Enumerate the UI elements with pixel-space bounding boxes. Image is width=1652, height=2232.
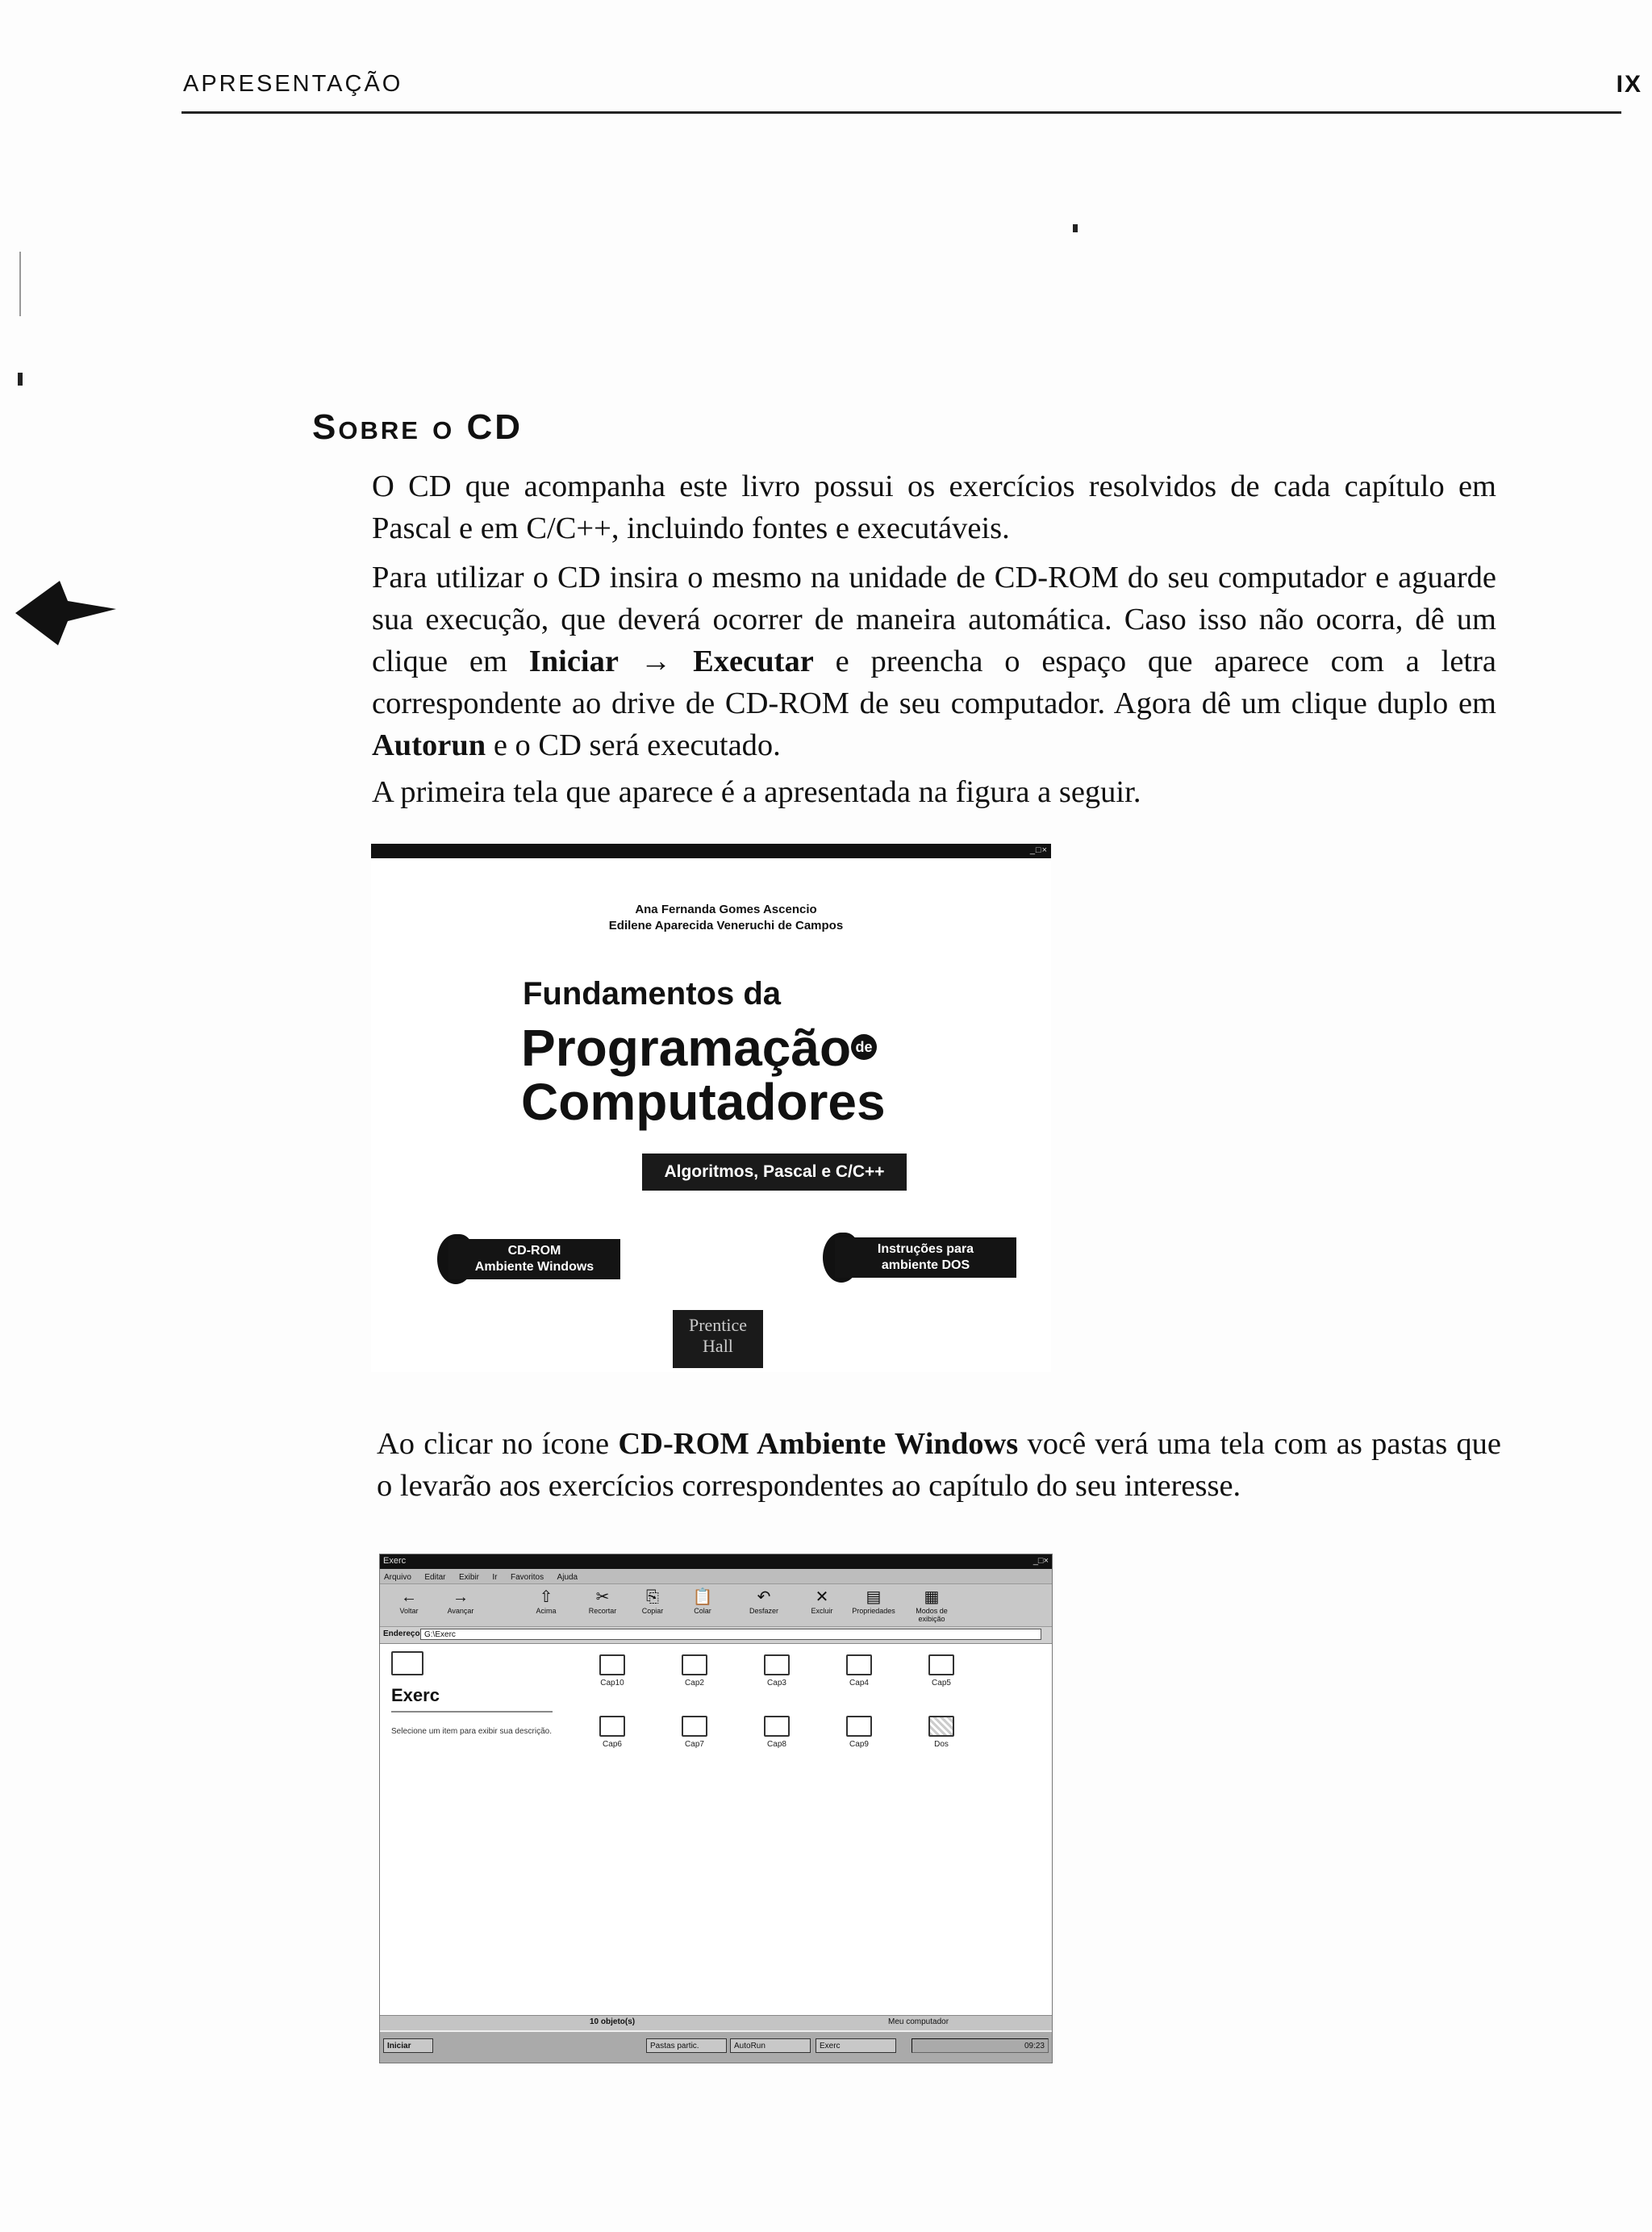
forward-button[interactable] (438, 1587, 483, 1615)
term-iniciar: Iniciar (528, 645, 619, 678)
paragraph-3 (312, 771, 1496, 813)
up-button[interactable] (524, 1587, 569, 1615)
folder-icon (846, 1716, 872, 1737)
folder-label: Cap6 (603, 1740, 622, 1749)
book-title-de-badge: de (851, 1034, 877, 1060)
properties-button[interactable] (851, 1587, 896, 1615)
term-cdrom-ambiente-windows: CD-ROM Ambiente Windows (618, 1427, 1019, 1461)
delete-icon: ✕ (815, 1588, 829, 1606)
address-bar (380, 1627, 1052, 1644)
address-label: Endereço (383, 1629, 420, 1638)
menu-ir[interactable]: Ir (492, 1573, 498, 1582)
copy-button[interactable] (630, 1587, 675, 1615)
arrow-text: → (618, 645, 694, 678)
folder-item-cap4[interactable] (835, 1654, 883, 1688)
folder-icon (682, 1716, 707, 1737)
running-header (181, 71, 1642, 114)
scissors-icon: ✂ (595, 1588, 610, 1606)
menu-favoritos[interactable]: Favoritos (510, 1573, 544, 1582)
book-title-programacao: Programação (521, 1019, 852, 1077)
term-autorun: Autorun (372, 728, 486, 762)
paragraph-1 (312, 465, 1496, 549)
paragraph-4-text (317, 1423, 1501, 1507)
status-object-count: 10 objeto(s) (590, 2017, 636, 2026)
folder-label: Cap9 (849, 1740, 869, 1749)
up-folder-icon: ⇧ (539, 1588, 553, 1606)
up-button-label: Acima (536, 1607, 557, 1615)
book-title-line-3: Computadores (521, 1073, 886, 1131)
folder-icon (682, 1654, 707, 1675)
paste-icon: 📋 (692, 1588, 713, 1606)
book-title-line-2 (521, 1018, 877, 1078)
folder-icon (846, 1654, 872, 1675)
system-tray (912, 2038, 1049, 2053)
section-title: Sobre o CD (312, 407, 524, 447)
folder-label: Cap7 (685, 1740, 704, 1749)
copy-icon: ⎘ (646, 1588, 659, 1606)
folder-icon (764, 1716, 790, 1737)
folder-item-cap7[interactable] (670, 1716, 719, 1749)
paragraph-2 (312, 557, 1496, 766)
delete-button-label: Excluir (811, 1607, 833, 1615)
pane-divider (391, 1711, 553, 1713)
folder-label: Cap10 (600, 1679, 624, 1688)
taskbar-item-pastas[interactable]: Pastas partic. (646, 2038, 727, 2053)
paragraph-2-part: Para utilizar o CD insira o mesmo na unidade de CD-ROM do seu computador e aguarde sua execução, que deverá ocorrer de maneira automática. Caso isso não ocorra, dê um clique em (372, 561, 1496, 678)
file-item-dos[interactable] (917, 1716, 966, 1749)
folder-item-cap8[interactable] (753, 1716, 801, 1749)
splash-titlebar (371, 844, 1051, 858)
margin-speck (1073, 224, 1078, 232)
undo-button-label: Desfazer (749, 1607, 778, 1615)
properties-button-label: Propriedades (852, 1607, 895, 1615)
clock: 09:23 (1024, 2042, 1045, 2051)
window-control-icons[interactable]: _□× (1032, 1556, 1049, 1566)
folder-item-cap9[interactable] (835, 1716, 883, 1749)
book-title-line-1: Fundamentos da (523, 976, 782, 1012)
author-1: Ana Fernanda Gomes Ascencio (635, 903, 817, 916)
forward-button-label: Avançar (447, 1607, 474, 1615)
folder-item-cap10[interactable] (588, 1654, 636, 1688)
paragraph-2-text (312, 557, 1496, 766)
paragraph-4-part: você verá uma tela com as pastas que o levarão aos exercícios correspondentes ao capítulo do seu interesse. (377, 1427, 1502, 1503)
splash-screen-figure (371, 844, 1051, 1372)
cdrom-button-label-1: CD-ROM (507, 1244, 561, 1258)
folder-icon (764, 1654, 790, 1675)
publisher-line-2: Hall (703, 1336, 733, 1356)
delete-button[interactable] (799, 1587, 845, 1615)
cut-button-label: Recortar (588, 1607, 617, 1615)
paragraph-3-text: A primeira tela que aparece é a apresentada na figura a seguir. (372, 775, 1141, 809)
dos-button-label-1: Instruções para (877, 1242, 974, 1256)
explorer-window-title: Exerc (383, 1556, 407, 1566)
folder-icon (599, 1654, 625, 1675)
folder-icon (391, 1651, 423, 1675)
running-header-title: APRESENTAÇÃO (183, 71, 403, 97)
book-subtitle-banner: Algoritmos, Pascal e C/C++ (642, 1154, 907, 1191)
folder-label: Cap8 (767, 1740, 786, 1749)
status-bar (380, 2015, 1052, 2030)
forward-arrow-icon: → (453, 1588, 469, 1606)
undo-button[interactable] (741, 1587, 786, 1615)
folder-icon (599, 1716, 625, 1737)
web-view-pane (380, 1645, 574, 1967)
publisher-line-1: Prentice (688, 1315, 748, 1335)
folder-label: Cap2 (685, 1679, 704, 1688)
dos-button-label-2: ambiente DOS (881, 1258, 970, 1272)
margin-speck (18, 373, 23, 386)
dos-instructions-button[interactable] (835, 1237, 1016, 1278)
undo-icon: ↶ (757, 1588, 771, 1606)
paragraph-2-part: e preencha o espaço que aparece com a letra correspondente ao drive de CD-ROM de seu computador. Agora dê um clique duplo em (372, 645, 1497, 720)
folder-label: Cap4 (849, 1679, 869, 1688)
back-button[interactable] (386, 1587, 432, 1615)
explorer-titlebar (380, 1554, 1052, 1569)
explorer-menubar (380, 1569, 1052, 1583)
copy-button-label: Copiar (641, 1607, 664, 1615)
properties-icon: ▤ (866, 1588, 882, 1606)
document-icon (928, 1716, 954, 1737)
taskbar-item-autorun[interactable]: AutoRun (730, 2038, 811, 2053)
margin-arrow-mark (11, 565, 124, 661)
views-button[interactable] (909, 1587, 954, 1623)
taskbar-item-exerc[interactable]: Exerc (816, 2038, 896, 2053)
pane-description: Selecione um item para exibir sua descrição. (391, 1727, 552, 1736)
folder-item-cap6[interactable] (588, 1716, 636, 1749)
back-button-label: Voltar (399, 1607, 419, 1615)
address-input[interactable]: G:\Exerc (420, 1629, 1041, 1640)
publisher-logo[interactable] (673, 1310, 763, 1368)
paragraph-4-part: Ao clicar no ícone (377, 1427, 619, 1461)
menu-editar[interactable]: Editar (424, 1573, 446, 1582)
margin-speck (19, 252, 21, 316)
explorer-toolbar (380, 1583, 1052, 1627)
term-executar: Executar (693, 645, 814, 678)
cdrom-button-label-2: Ambiente Windows (474, 1260, 594, 1274)
folder-icon (928, 1654, 954, 1675)
pane-folder-title: Exerc (391, 1685, 440, 1705)
views-icon: ▦ (924, 1588, 940, 1606)
window-control-icons: _□× (1029, 845, 1048, 855)
folder-item-cap3[interactable] (753, 1654, 801, 1688)
views-button-label: Modos de exibição (916, 1607, 948, 1623)
folder-item-cap5[interactable] (917, 1654, 966, 1688)
explorer-window-figure (379, 1554, 1053, 2063)
folder-label: Cap3 (767, 1679, 786, 1688)
menu-arquivo[interactable]: Arquivo (384, 1573, 411, 1582)
paragraph-4 (317, 1423, 1501, 1507)
windows-taskbar (380, 2030, 1052, 2063)
folder-item-cap2[interactable] (670, 1654, 719, 1688)
paragraph-2-part: e o CD será executado. (486, 728, 781, 762)
cdrom-windows-button[interactable] (448, 1239, 620, 1279)
file-label: Dos (934, 1740, 949, 1749)
back-arrow-icon: ← (401, 1588, 417, 1606)
status-location: Meu computador (888, 2017, 949, 2026)
start-button[interactable]: Iniciar (383, 2038, 433, 2053)
cut-button[interactable] (580, 1587, 625, 1615)
paste-button-label: Colar (694, 1607, 711, 1615)
menu-ajuda[interactable]: Ajuda (557, 1573, 578, 1582)
menu-exibir[interactable]: Exibir (458, 1573, 479, 1582)
folder-label: Cap5 (932, 1679, 951, 1688)
author-2: Edilene Aparecida Veneruchi de Campos (608, 919, 844, 932)
paragraph-1-text: O CD que acompanha este livro possui os exercícios resolvidos de cada capítulo em Pascal e em C/C++, incluindo fontes e executáveis. (372, 469, 1496, 545)
page-number: IX (1616, 71, 1642, 98)
paste-button[interactable] (680, 1587, 725, 1615)
